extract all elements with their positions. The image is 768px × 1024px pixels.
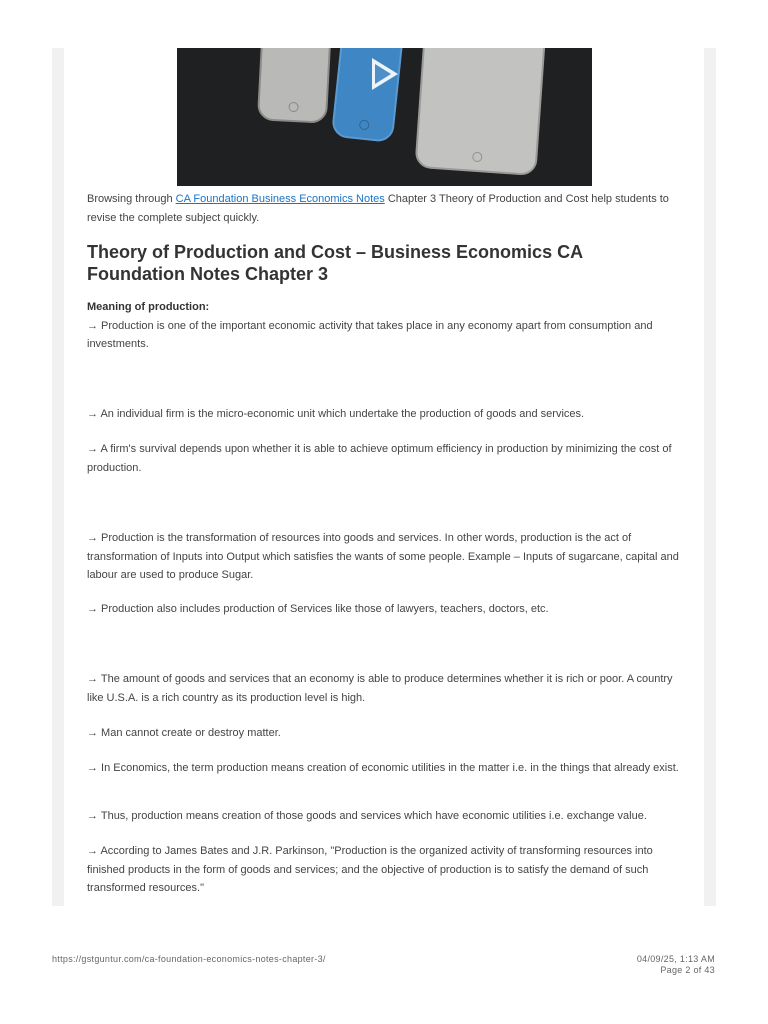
paragraph-8: → Thus, production means creation of those goods and services which have economic utilities i.e. exchange value. xyxy=(87,810,647,822)
meaning-text: → Production is one of the important economic activity that takes place in any economy apart from consumption and investments. xyxy=(87,319,653,350)
footer-url: https://gstguntur.com/ca-foundation-economics-notes-chapter-3/ xyxy=(52,954,326,964)
intro-text-start: Browsing through xyxy=(87,193,176,205)
footer-page-number: Page 2 of 43 xyxy=(660,965,715,975)
paragraph-7: → In Economics, the term production means creation of economic utilities in the matter i.e. in the things that already exist. xyxy=(87,762,679,774)
intro-text-end: Chapter 3 Theory of Production and Cost help students to revise the complete subject quickly. xyxy=(87,193,669,224)
intro-paragraph xyxy=(87,190,683,227)
footer-datetime: 04/09/25, 1:13 AM xyxy=(636,954,715,964)
phone-image-silver xyxy=(414,48,545,176)
notes-link[interactable]: CA Foundation Business Economics Notes xyxy=(175,193,385,205)
meaning-section xyxy=(87,298,683,354)
paragraph-9: → According to James Bates and J.R. Parkinson, "Production is the organized activity of transforming resources into finished products in the form of goods and services; and the objective of production is to satisfy the demand of such transformed resources." xyxy=(87,845,653,894)
footer-meta xyxy=(637,954,715,976)
paragraph-1: → An individual firm is the micro-economic unit which undertake the production of goods and services. xyxy=(87,408,585,420)
paragraph-2: → A firm's survival depends upon whether it is able to achieve optimum efficiency in production by minimizing the cost of production. xyxy=(87,443,672,474)
page-gutter-right xyxy=(704,48,716,906)
paragraph-5: → The amount of goods and services that an economy is able to produce determines whether it is rich or poor. A country like U.S.A. is a rich country as its production level is high. xyxy=(87,673,673,704)
paragraph-6: → Man cannot create or destroy matter. xyxy=(87,727,281,739)
phone-image-grey xyxy=(257,48,331,124)
paragraph-3: → Production is the transformation of resources into goods and services. In other words, production is the act of transformation of Inputs into Output which satisfies the wants of some people. Example – Inputs of sugarcane, capital and labour are used to produce Sugar. xyxy=(87,532,679,581)
page-title: Theory of Production and Cost – Business Economics CA Foundation Notes Chapter 3 xyxy=(87,242,583,284)
meaning-label: Meaning of production: xyxy=(87,301,210,313)
play-icon-inner xyxy=(375,64,391,84)
paragraph-4: → Production also includes production of Services like those of lawyers, teachers, doctors, etc. xyxy=(87,603,549,615)
page-gutter-left xyxy=(52,48,64,906)
